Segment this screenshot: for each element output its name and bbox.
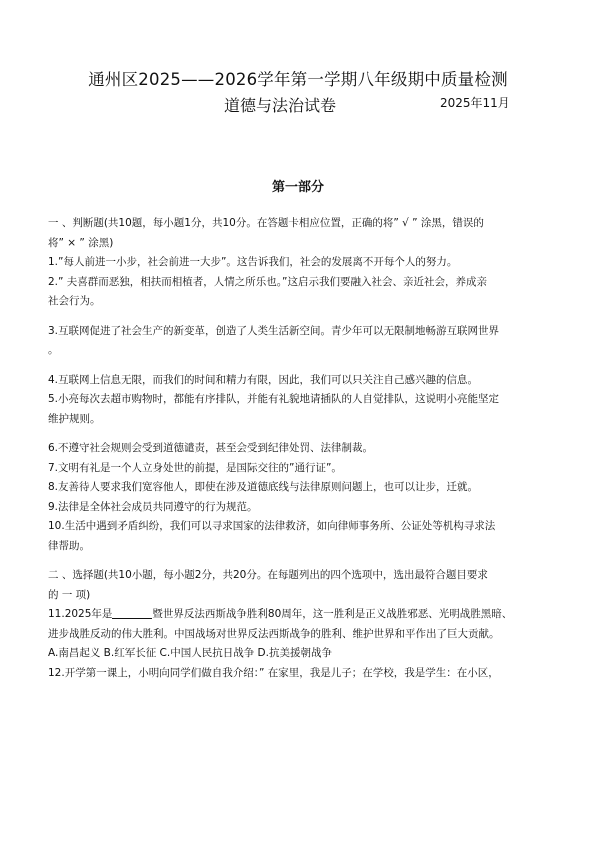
question-4: 4.互联网上信息无限，而我们的时间和精力有限，因此，我们可以只关注自己感兴趣的信息。: [48, 373, 479, 386]
question-5: 5.小亮每次去超市购物时，都能有序排队，并能有礼貌地请插队的人自觉排队，这说明小亮能坚定: [48, 393, 500, 405]
question-3: 3.互联网促进了社会生产的新变革，创造了人类生活新空间。青少年可以无限制地畅游互联网世界: [48, 324, 500, 337]
answer-blank: [112, 606, 152, 619]
question-2-cont: 社会行为。: [48, 295, 101, 307]
question-11-text: 暨世界反法西斯战争胜利80周年，这一胜利是正义战胜邪恶、光明战胜黑暗、: [152, 608, 513, 620]
exam-subtitle: 道德与法治试卷: [224, 96, 337, 115]
question-11-options: A.南昌起义 B.红军长征 C.中国人民抗日战争 D.抗美援朝战争: [48, 647, 332, 659]
part2-instruction: 二 、选择题(共10小题，每小题2分，共20分。在每题列出的四个选项中，选出最符合题目要求: [48, 569, 488, 581]
exam-date: 2025年11月: [440, 96, 510, 110]
question-7: 7.文明有礼是一个人立身处世的前提，是国际交往的”通行证”。: [48, 461, 342, 474]
question-3-cont: 。: [48, 344, 59, 356]
question-8: 8.友善待人要求我们宽容他人，即使在涉及道德底线与法律原则问题上，也可以让步，迁就。: [48, 481, 479, 493]
question-10: 10.生活中遇到矛盾纠纷，我们可以寻求国家的法律救济，如向律师事务所、公证处等机构寻求法: [48, 520, 496, 532]
question-11-cont: 进步战胜反动的伟大胜利。中国战场对世界反法西斯战争的胜利、维护世界和平作出了巨大贡献。: [48, 627, 500, 640]
part1-block: [48, 214, 554, 683]
part2-instruction-cont: 的 一 项): [48, 588, 91, 601]
question-5-cont: 维护规则。: [48, 412, 101, 425]
question-2: 2.” 夫喜群而恶独，相扶而相植者，人情之所乐也。”这启示我们要融入社会、亲近社会，养成亲: [48, 275, 487, 288]
question-10-cont: 律帮助。: [48, 539, 90, 552]
question-1: 1.”每人前进一小步，社会前进一大步”。这告诉我们，社会的发展离不开每个人的努力。: [48, 256, 458, 268]
question-11: [48, 605, 554, 625]
question-11-prefix: 11.2025年是: [48, 608, 113, 620]
question-9: 9.法律是全体社会成员共同遵守的行为规范。: [48, 500, 258, 513]
exam-title: 通州区2025——2026学年第一学期八年级期中质量检测: [88, 70, 508, 89]
question-6: 6.不遵守社会规则会受到道德谴责，甚至会受到纪律处罚、法律制裁。: [48, 442, 374, 454]
part1-instruction: 一 、判断题(共10题，每小题1分，共10分。在答题卡相应位置，正确的将” √ ” 涂黑，错误的: [48, 217, 484, 229]
section-title: 第一部分: [271, 180, 324, 195]
question-12: 12.开学第一课上，小明向同学们做自我介绍：” 在家里，我是儿子；在学校，我是学生：在小区，: [48, 666, 499, 679]
part1-instruction-cont: 将” × ” 涂黑): [48, 236, 114, 249]
